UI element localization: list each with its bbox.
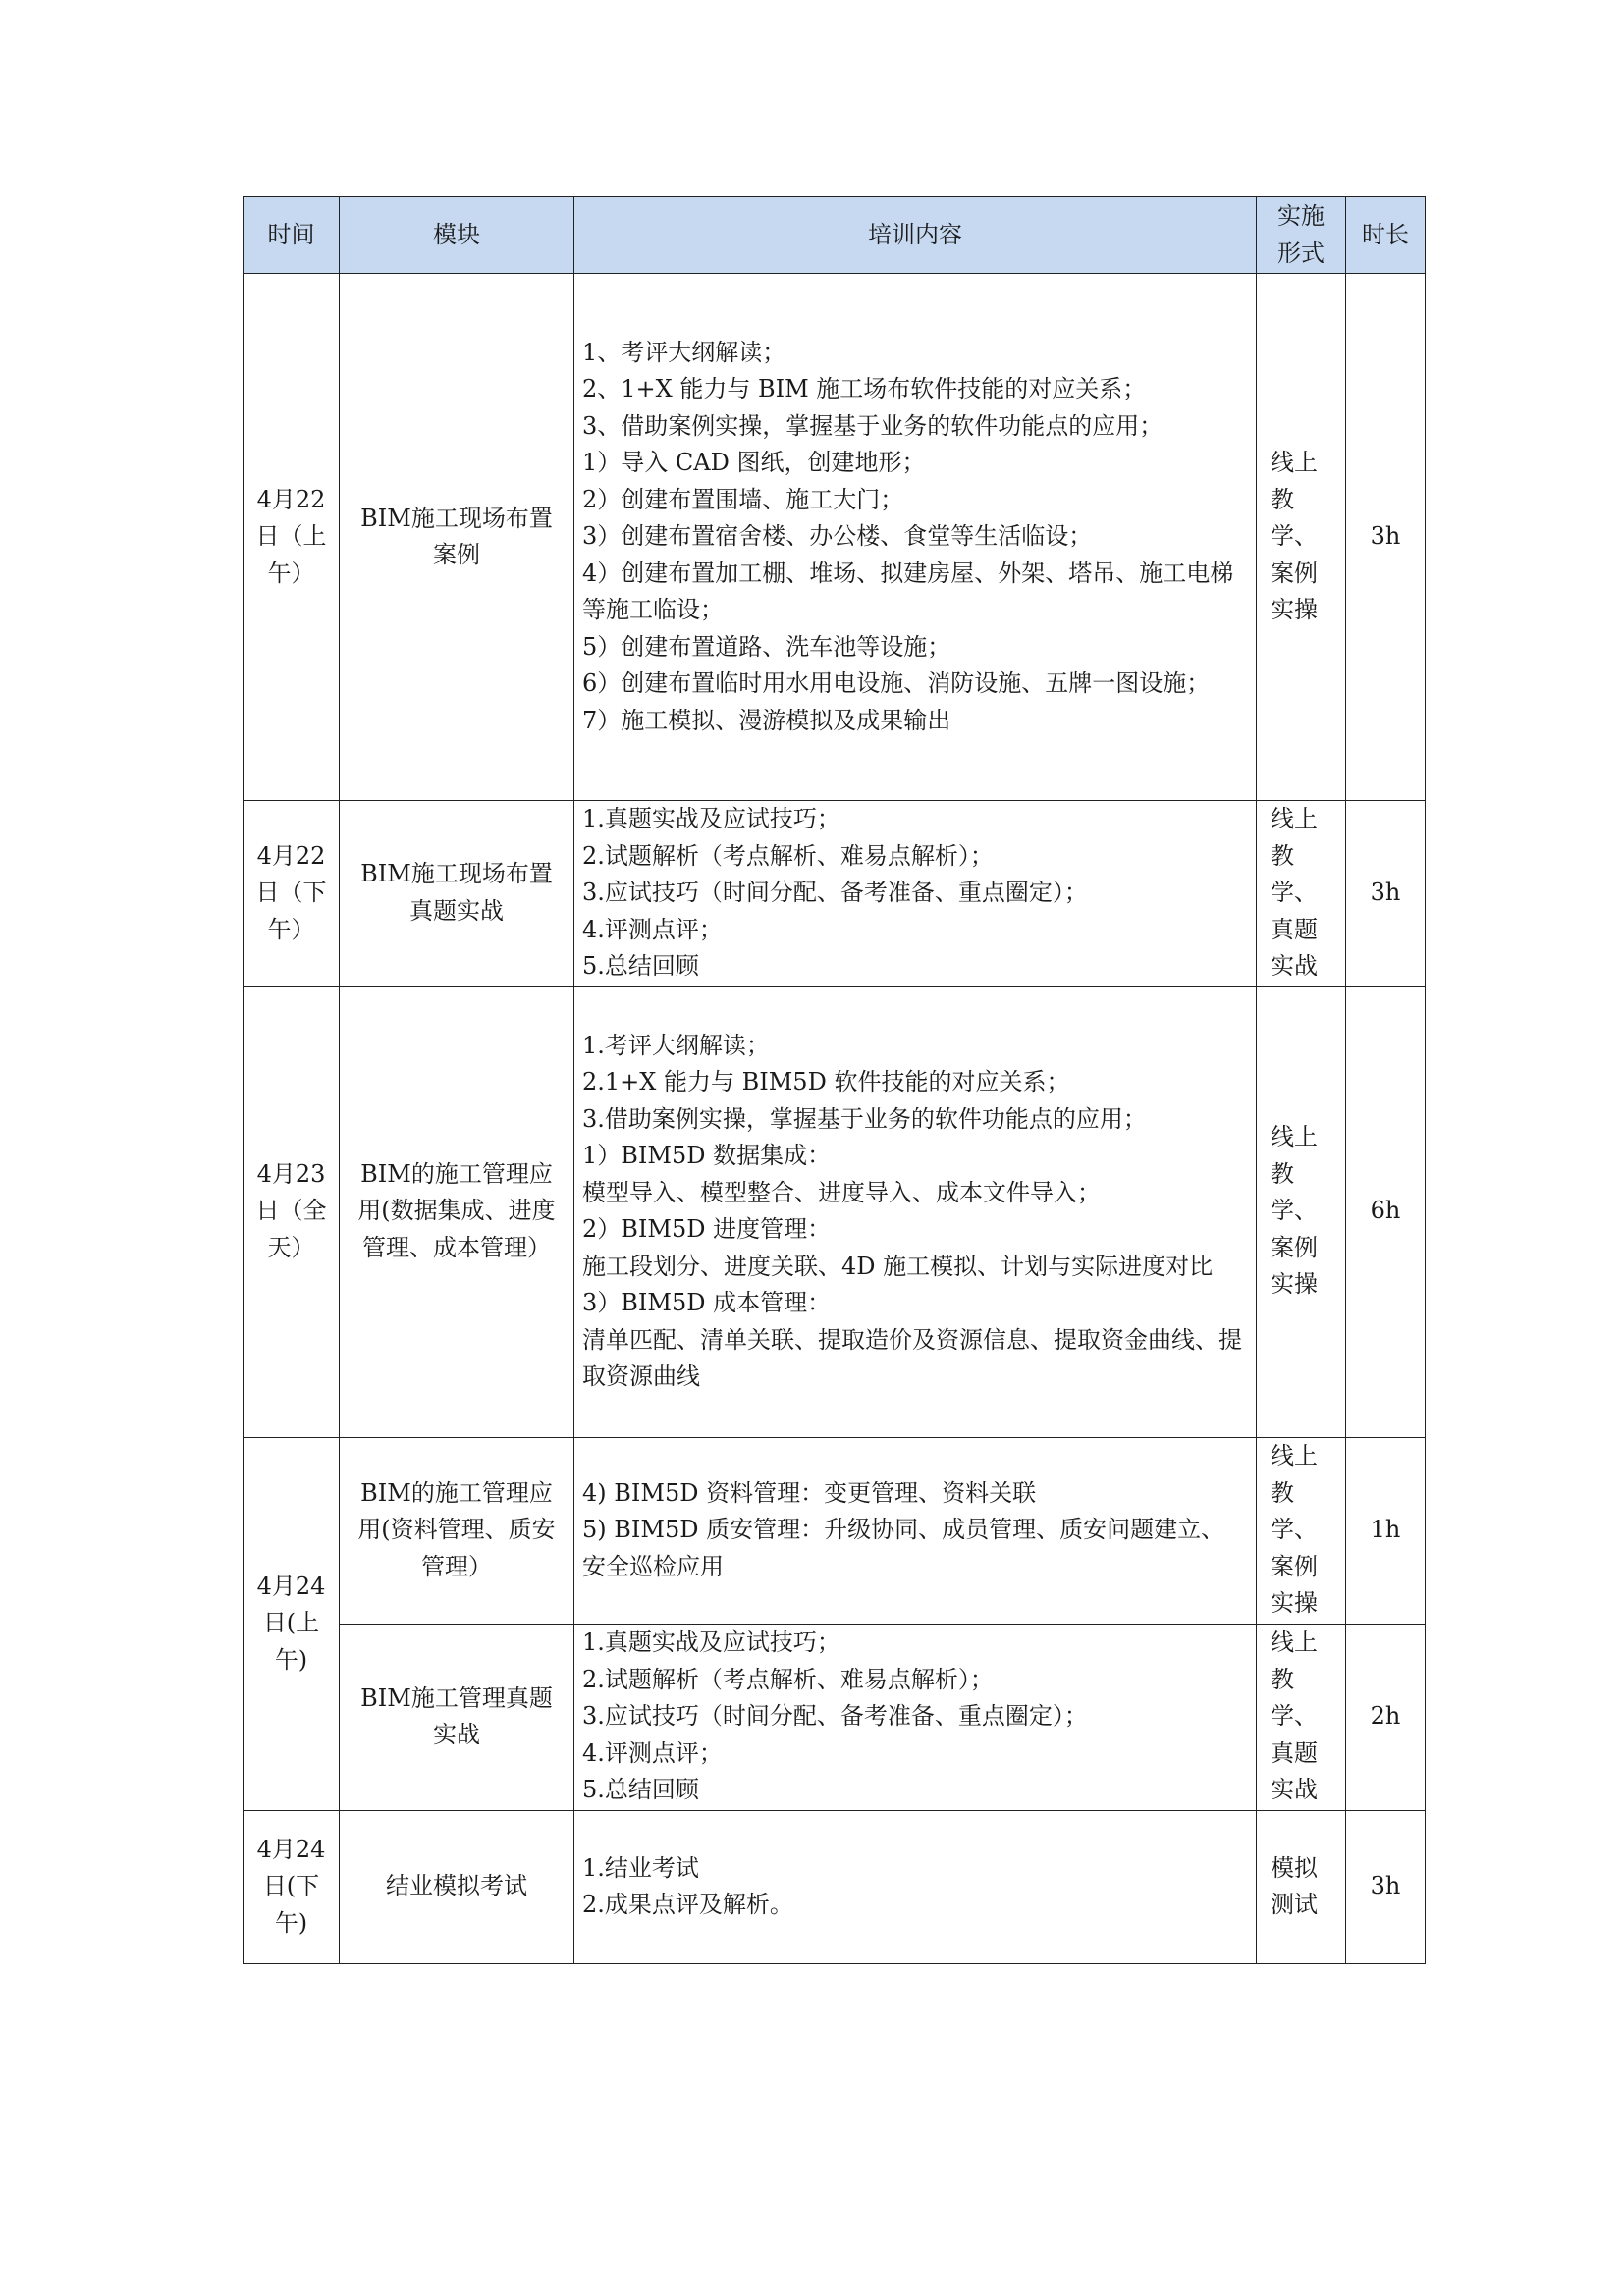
content-line: 3）BIM5D 成本管理： [582, 1289, 832, 1316]
cell-form: 模拟测试 [1257, 1810, 1346, 1963]
table-row [244, 1437, 1426, 1624]
cell-time: 4月22日（下午） [244, 801, 340, 987]
cell-duration: 3h [1346, 274, 1426, 801]
content-line: 2）创建布置围墙、施工大门； [582, 485, 904, 513]
content-line: 3）创建布置宿舍楼、办公楼、食堂等生活临设； [582, 522, 1093, 551]
content-line: 6）创建布置临时用水用电设施、消防设施、五牌一图设施； [582, 669, 1211, 698]
header-row [244, 197, 1426, 274]
cell-duration: 1h [1346, 1437, 1426, 1624]
cell-duration: 3h [1346, 1810, 1426, 1963]
content-line: 1.考评大纲解读； [582, 1031, 770, 1059]
cell-form: 线上教学、真题实战 [1257, 1624, 1346, 1810]
content-line: 2、1+X 能力与 BIM 施工场布软件技能的对应关系； [582, 375, 1147, 403]
cell-duration: 2h [1346, 1624, 1426, 1810]
content-line: 3.应试技巧（时间分配、备考准备、重点圈定）； [582, 879, 1088, 906]
content-line: 5）创建布置道路、洗车池等设施； [582, 632, 951, 661]
content-line: 清单匹配、清单关联、提取造价及资源信息、提取资金曲线、提取资源曲线 [582, 1325, 1242, 1390]
content-line: 2.1+X 能力与 BIM5D 软件技能的对应关系； [582, 1068, 1070, 1095]
content-line: 1、考评大纲解读； [582, 338, 786, 366]
content-line: 5.总结回顾 [582, 952, 699, 980]
cell-module: BIM施工现场布置真题实战 [340, 801, 574, 987]
cell-module: BIM施工现场布置案例 [340, 274, 574, 801]
content-line: 1）导入 CAD 图纸，创建地形； [582, 449, 926, 477]
header-content: 培训内容 [574, 197, 1257, 274]
content-line: 4.评测点评； [582, 915, 723, 943]
cell-time: 4月24日(下午) [244, 1810, 340, 1963]
cell-content [574, 1810, 1257, 1963]
cell-form: 线上教学、案例实操 [1257, 1437, 1346, 1624]
content-line: 2）BIM5D 进度管理： [582, 1215, 832, 1243]
cell-duration: 6h [1346, 986, 1426, 1437]
content-line: 4) BIM5D 资料管理：变更管理、资料关联 [582, 1478, 1037, 1507]
table-row [244, 1810, 1426, 1963]
cell-content [574, 1437, 1257, 1624]
table-row [244, 274, 1426, 801]
content-line: 3.应试技巧（时间分配、备考准备、重点圈定）； [582, 1702, 1088, 1731]
content-line: 5.总结回顾 [582, 1776, 699, 1804]
cell-module: BIM的施工管理应用(数据集成、进度管理、成本管理） [340, 986, 574, 1437]
cell-content [574, 986, 1257, 1437]
table-row [244, 801, 1426, 987]
content-line: 4.评测点评； [582, 1738, 723, 1767]
cell-content [574, 1624, 1257, 1810]
header-form: 实施形式 [1257, 197, 1346, 274]
header-module: 模块 [340, 197, 574, 274]
cell-duration: 3h [1346, 801, 1426, 987]
cell-time: 4月23日（全天） [244, 986, 340, 1437]
content-line: 3、借助案例实操，掌握基于业务的软件功能点的应用； [582, 411, 1164, 440]
content-line: 2.试题解析（考点解析、难易点解析）； [582, 841, 994, 870]
content-line: 模型导入、模型整合、进度导入、成本文件导入； [582, 1178, 1101, 1206]
cell-module: 结业模拟考试 [340, 1810, 574, 1963]
content-line: 4）创建布置加工棚、堆场、拟建房屋、外架、塔吊、施工电梯等施工临设； [582, 559, 1234, 624]
cell-time: 4月24日(上午) [244, 1437, 340, 1810]
header-time: 时间 [244, 197, 340, 274]
cell-content [574, 801, 1257, 987]
table-row [244, 1624, 1426, 1810]
table-row [244, 986, 1426, 1437]
cell-module: BIM施工管理真题实战 [340, 1624, 574, 1810]
cell-content [574, 274, 1257, 801]
cell-form: 线上教学、案例实操 [1257, 986, 1346, 1437]
cell-time: 4月22日（上午） [244, 274, 340, 801]
cell-form: 线上教学、案例实操 [1257, 274, 1346, 801]
content-line: 7）施工模拟、漫游模拟及成果输出 [582, 706, 951, 734]
content-line: 1）BIM5D 数据集成： [582, 1142, 832, 1169]
header-duration: 时长 [1346, 197, 1426, 274]
content-line: 1.真题实战及应试技巧； [582, 805, 840, 832]
content-line: 1.真题实战及应试技巧； [582, 1629, 840, 1657]
content-line: 1.结业考试 [582, 1853, 699, 1882]
content-line: 施工段划分、进度关联、4D 施工模拟、计划与实际进度对比 [582, 1252, 1214, 1280]
content-line: 2.试题解析（考点解析、难易点解析）； [582, 1665, 994, 1693]
content-line: 2.成果点评及解析。 [582, 1891, 793, 1918]
cell-form: 线上教学、真题实战 [1257, 801, 1346, 987]
training-schedule-table [243, 196, 1426, 1964]
content-line: 3.借助案例实操，掌握基于业务的软件功能点的应用； [582, 1104, 1147, 1133]
cell-module: BIM的施工管理应用(资料管理、质安管理） [340, 1437, 574, 1624]
content-line: 5) BIM5D 质安管理：升级协同、成员管理、质安问题建立、安全巡检应用 [582, 1516, 1225, 1580]
